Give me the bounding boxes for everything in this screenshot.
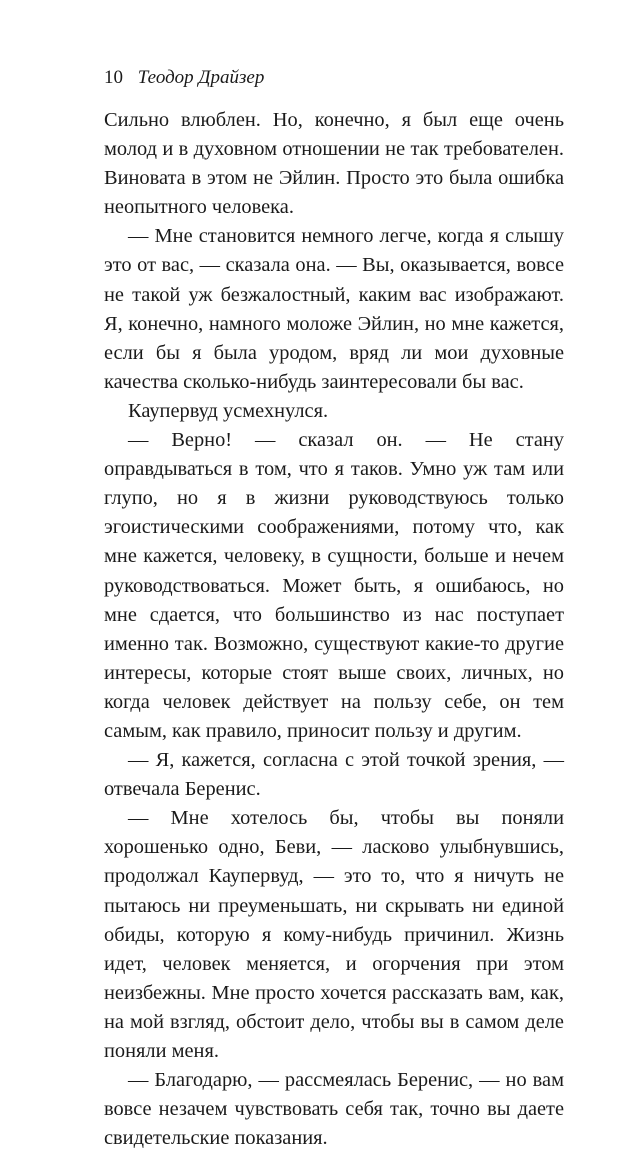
body-text — [104, 106, 564, 1153]
running-header — [104, 66, 564, 90]
paragraph-6: — Мне хотелось бы, чтобы вы поняли хорошенько одно, Беви, — ласково улыбнувшись, продолжал Каупервуд, — это то, что я ничуть не пытаюсь ни преуменьшать, ни скрывать ни единой обиды, которую я кому-нибудь причинил. Жизнь идет, человек меняется, и огорчения при этом неизбежны. Мне просто хочется рассказать вам, как, на мой взгляд, обстоит дело, чтобы вы в самом деле поняли меня. — [104, 807, 564, 1062]
paragraph-5: — Я, кажется, согласна с этой точкой зрения, — отвечала Беренис. — [104, 749, 564, 801]
running-title-author: Теодор Драйзер — [137, 67, 265, 88]
paragraph-4: — Верно! — сказал он. — Не стану оправдываться в том, что я таков. Умно уж там или глупо, но я в жизни руководствуюсь только эгоистическими соображениями, потому что, как мне кажется, человеку, в сущности, больше и нечем руководствоваться. Может быть, я ошибаюсь, но мне сдается, что большинство из нас поступает именно так. Возможно, существуют какие-то другие интересы, которые стоят выше своих, личных, но когда человек действует на пользу себе, он тем самым, как правило, приносит пользу и другим. — [104, 429, 564, 742]
paragraph-7: — Благодарю, — рассмеялась Беренис, — но вам вовсе незачем чувствовать себя так, точно вы даете свидетельские показания. — [104, 1069, 564, 1150]
book-page — [104, 66, 564, 1153]
paragraph-2: — Мне становится немного легче, когда я слышу это от вас, — сказала она. — Вы, оказывается, вовсе не такой уж безжалостный, каким вас изображают. Я, конечно, намного моложе Эйлин, но мне кажется, если бы я была уродом, вряд ли мои духовные качества сколько-нибудь заинтересовали бы вас. — [104, 225, 564, 393]
paragraph-3: Каупервуд усмехнулся. — [128, 399, 329, 422]
paragraph-1: Сильно влюблен. Но, конечно, я был еще очень молод и в духовном отношении не так требователен. Виновата в этом не Эйлин. Просто это была ошибка неопытного человека. — [104, 109, 564, 219]
page-number: 10 — [104, 67, 123, 88]
